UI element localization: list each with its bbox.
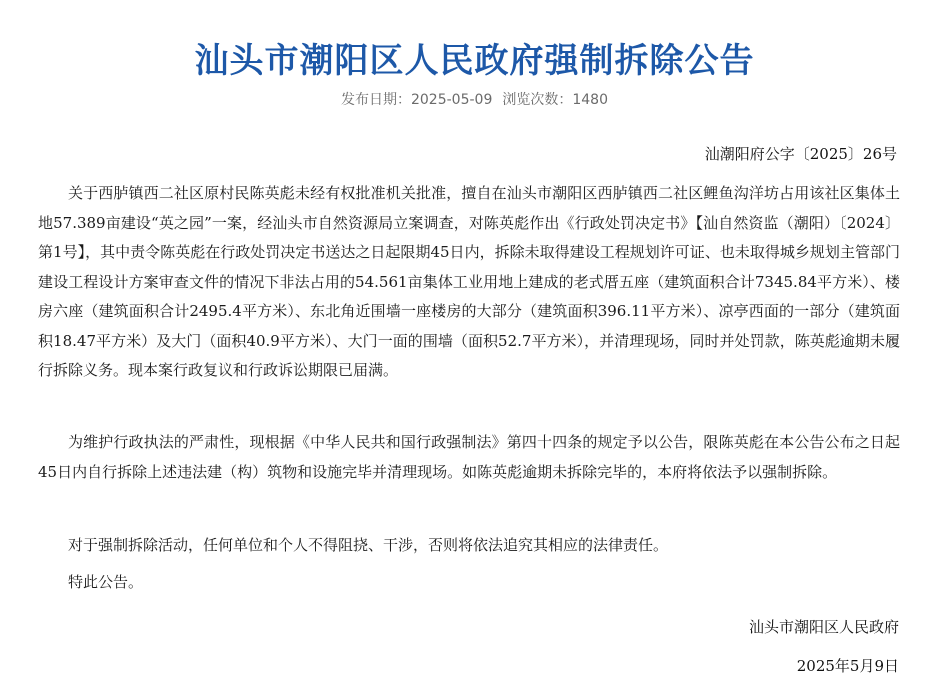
page-title: 汕头市潮阳区人民政府强制拆除公告 bbox=[194, 40, 755, 81]
signature-date: 2025年5月9日 bbox=[796, 657, 899, 675]
publish-date-label: 发布日期： bbox=[340, 92, 411, 108]
view-count-label: 浏览次数： bbox=[502, 92, 573, 108]
signature-organization: 汕头市潮阳区人民政府 bbox=[748, 618, 899, 636]
paragraph-legal-warning: 对于强制拆除活动，任何单位和个人不得阻挠、干涉，否则将依法追究其相应的法律责任。 bbox=[68, 536, 669, 554]
document-number: 汕潮阳府公字〔2025〕26号 bbox=[704, 145, 897, 163]
publish-date-value: 2025-05-09 bbox=[410, 92, 493, 108]
paragraph-closing: 特此公告。 bbox=[68, 573, 144, 591]
paragraph-case-background: 关于西胪镇西二社区原村民陈英彪未经有权批准机关批准，擅自在汕头市潮阳区西胪镇西二社区鲤鱼沟洋坊占用该社区集体土地57.389亩建设“英之园”一案，经汕头市自然资源局立案调查，对陈英彪作出《行政处罚决定书》【汕自然资监（潮阳）〔2024〕第1号】，其中责令陈英彪在行政处罚决定书送达之日起限期45日内，拆除未取得建设工程规划许可证、也未取得城乡规划主管部门建设工程设计方案审查文件的情况下非法占用的54.561亩集体工业用地上建成的老式厝五座（建筑面积合计7345.84平方米）、楼房六座（建筑面积合计2495.4平方米）、东北角近围墙一座楼房的大部分（建筑面积396.11平方米）、凉亭西面的一部分（建筑面积18.47平方米）及大门（面积40.9平方米）、大门一面的围墙（面积52.7平方米），并清理现场，同时并处罚款，陈英彪逾期未履行拆除义务。现本案行政复议和行政诉讼期限已届满。 bbox=[38, 184, 900, 379]
article-meta bbox=[0, 90, 949, 110]
view-count-value: 1480 bbox=[572, 92, 608, 108]
paragraph-notice-order: 为维护行政执法的严肃性，现根据《中华人民共和国行政强制法》第四十四条的规定予以公告，限陈英彪在本公告公布之日起45日内自行拆除上述违法建（构）筑物和设施完毕并清理现场。如陈英彪逾期未拆除完毕的，本府将依法予以强制拆除。 bbox=[38, 433, 900, 481]
